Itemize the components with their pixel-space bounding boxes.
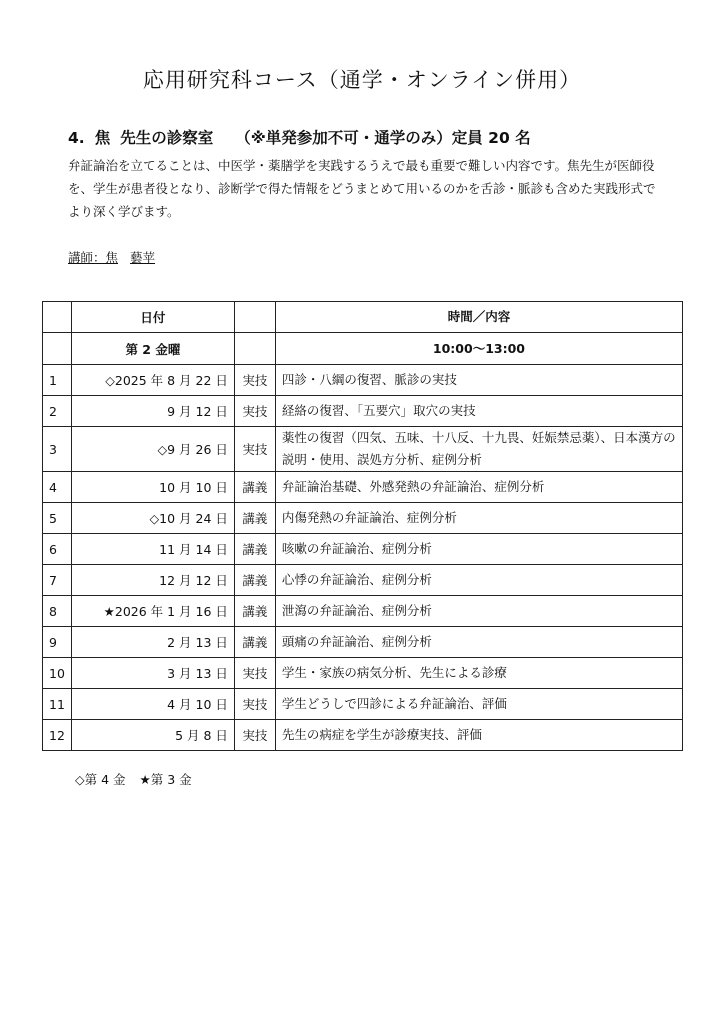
row-num: 6 bbox=[43, 534, 72, 565]
header-type bbox=[234, 302, 275, 333]
lecturer-label: 講師：焦 bbox=[68, 250, 119, 265]
table-row bbox=[43, 365, 683, 396]
row-date: ◇2025 年 8 月 22 日 bbox=[71, 365, 234, 396]
row-content: 心悸の弁証論治、症例分析 bbox=[275, 565, 682, 596]
row-content: 学生どうしで四診による弁証論治、評価 bbox=[275, 689, 682, 720]
row-content: 咳嗽の弁証論治、症例分析 bbox=[275, 534, 682, 565]
row-content: 薬性の復習（四気、五味、十八反、十九畏、妊娠禁忌薬）、日本漢方の説明・使用、誤処方分析、症例分析 bbox=[275, 427, 682, 472]
subheader-date: 第 2 金曜 bbox=[71, 333, 234, 365]
schedule-table bbox=[42, 301, 683, 751]
row-num: 5 bbox=[43, 503, 72, 534]
section-heading bbox=[68, 126, 531, 148]
subheader-num bbox=[43, 333, 72, 365]
row-date: 10 月 10 日 bbox=[71, 472, 234, 503]
row-date: 4 月 10 日 bbox=[71, 689, 234, 720]
row-num: 1 bbox=[43, 365, 72, 396]
table-header-row bbox=[43, 302, 683, 333]
row-num: 12 bbox=[43, 720, 72, 751]
header-content: 時間／内容 bbox=[275, 302, 682, 333]
row-date: 12 月 12 日 bbox=[71, 565, 234, 596]
table-row bbox=[43, 534, 683, 565]
table-row bbox=[43, 503, 683, 534]
row-date: 2 月 13 日 bbox=[71, 627, 234, 658]
row-num: 9 bbox=[43, 627, 72, 658]
row-type: 実技 bbox=[234, 427, 275, 472]
row-type: 実技 bbox=[234, 658, 275, 689]
row-content: 泄瀉の弁証論治、症例分析 bbox=[275, 596, 682, 627]
section-note: （※単発参加不可・通学のみ）定員 20 名 bbox=[235, 129, 531, 147]
section-name: 先生の診察室 bbox=[120, 129, 214, 147]
row-content: 頭痛の弁証論治、症例分析 bbox=[275, 627, 682, 658]
row-date: 11 月 14 日 bbox=[71, 534, 234, 565]
table-row bbox=[43, 472, 683, 503]
row-content: 先生の病症を学生が診療実技、評価 bbox=[275, 720, 682, 751]
table-row bbox=[43, 627, 683, 658]
legend-4th-friday: ◇第 4 金 bbox=[75, 772, 126, 787]
row-date: ◇9 月 26 日 bbox=[71, 427, 234, 472]
table-row bbox=[43, 658, 683, 689]
row-type: 実技 bbox=[234, 365, 275, 396]
row-date: 9 月 12 日 bbox=[71, 396, 234, 427]
row-num: 4 bbox=[43, 472, 72, 503]
teacher-name: 焦 bbox=[94, 129, 111, 147]
row-num: 11 bbox=[43, 689, 72, 720]
row-num: 2 bbox=[43, 396, 72, 427]
row-type: 講義 bbox=[234, 565, 275, 596]
row-num: 10 bbox=[43, 658, 72, 689]
lecturer-name: 藝苹 bbox=[130, 250, 156, 265]
legend bbox=[75, 770, 192, 788]
lecturer-line bbox=[68, 248, 155, 266]
row-content: 学生・家族の病気分析、先生による診療 bbox=[275, 658, 682, 689]
header-date: 日付 bbox=[71, 302, 234, 333]
row-type: 実技 bbox=[234, 720, 275, 751]
section-number: 4. bbox=[68, 129, 85, 147]
row-date: ★2026 年 1 月 16 日 bbox=[71, 596, 234, 627]
row-date: 3 月 13 日 bbox=[71, 658, 234, 689]
table-row bbox=[43, 689, 683, 720]
row-num: 3 bbox=[43, 427, 72, 472]
row-content: 内傷発熱の弁証論治、症例分析 bbox=[275, 503, 682, 534]
row-num: 8 bbox=[43, 596, 72, 627]
table-row bbox=[43, 720, 683, 751]
row-type: 実技 bbox=[234, 689, 275, 720]
row-date: 5 月 8 日 bbox=[71, 720, 234, 751]
row-content: 経絡の復習、「五要穴」取穴の実技 bbox=[275, 396, 682, 427]
row-type: 講義 bbox=[234, 596, 275, 627]
row-type: 講義 bbox=[234, 627, 275, 658]
table-row bbox=[43, 565, 683, 596]
row-content: 四診・八綱の復習、脈診の実技 bbox=[275, 365, 682, 396]
row-type: 講義 bbox=[234, 503, 275, 534]
subheader-type bbox=[234, 333, 275, 365]
table-row bbox=[43, 596, 683, 627]
table-row bbox=[43, 427, 683, 472]
page-title: 応用研究科コース（通学・オンライン併用） bbox=[142, 68, 582, 92]
table-subheader-row bbox=[43, 333, 683, 365]
table-row bbox=[43, 396, 683, 427]
subheader-content: 10:00〜13:00 bbox=[275, 333, 682, 365]
legend-3rd-friday: ★第 3 金 bbox=[139, 772, 192, 787]
course-description: 弁証論治を立てることは、中医学・薬膳学を実践するうえで最も重要で難しい内容です。焦先生が医師役を、学生が患者役となり、診断学で得た情報をどうまとめて用いるのかを舌診・脈診も含めた実践形式でより深く学びます。 bbox=[68, 158, 656, 219]
header-num bbox=[43, 302, 72, 333]
row-num: 7 bbox=[43, 565, 72, 596]
row-date: ◇10 月 24 日 bbox=[71, 503, 234, 534]
row-type: 実技 bbox=[234, 396, 275, 427]
row-type: 講義 bbox=[234, 472, 275, 503]
row-content: 弁証論治基礎、外感発熱の弁証論治、症例分析 bbox=[275, 472, 682, 503]
row-type: 講義 bbox=[234, 534, 275, 565]
